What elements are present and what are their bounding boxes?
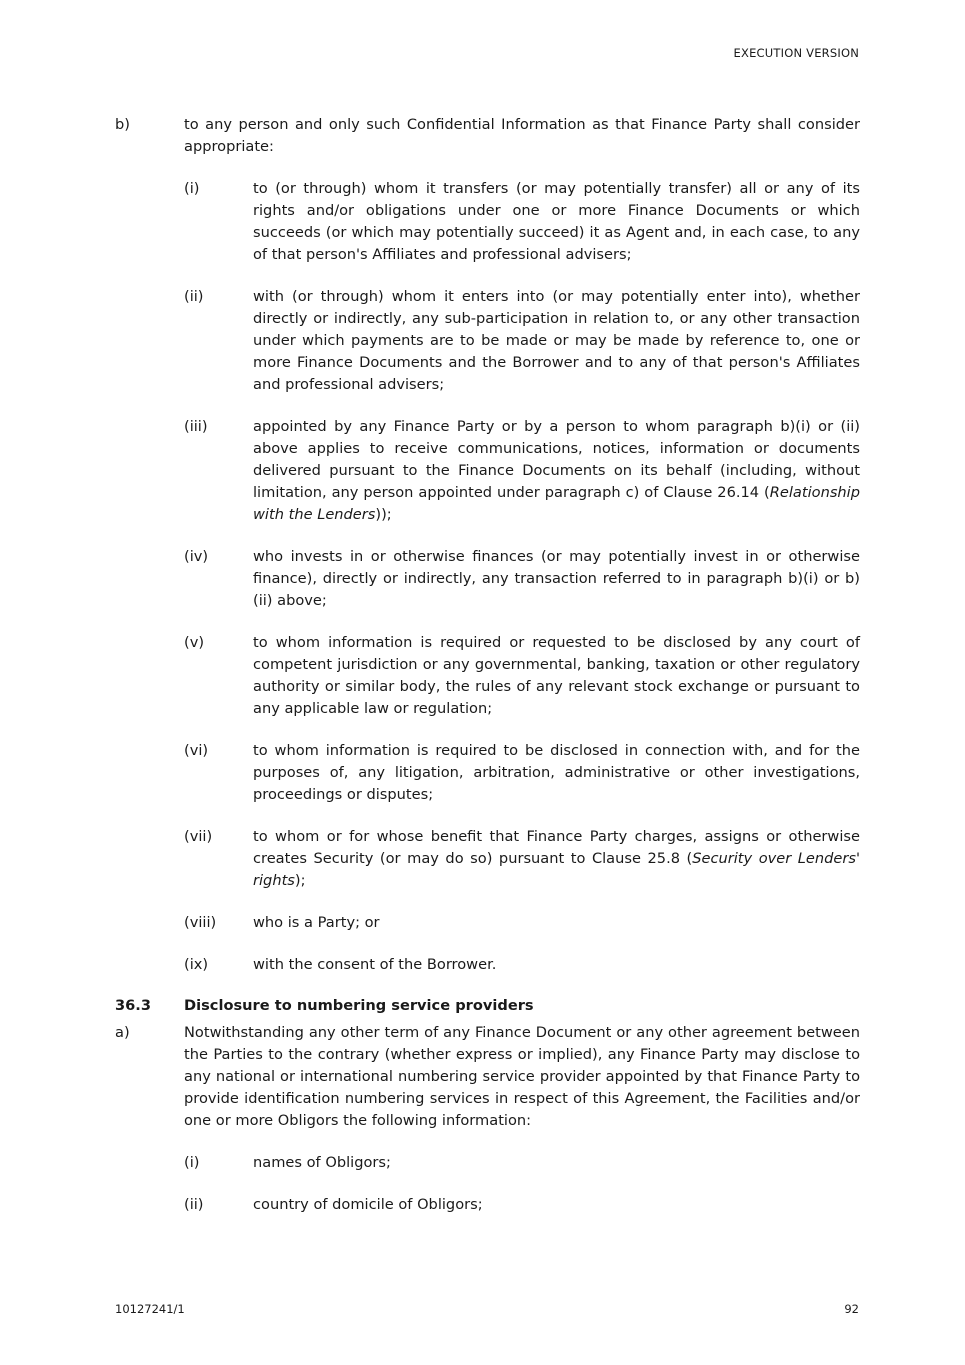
- list-item: [184, 954, 860, 976]
- list-item: [184, 632, 860, 720]
- list-item: [184, 546, 860, 612]
- item-label: (ii): [184, 1196, 204, 1213]
- item-text: to whom information is required to be disclosed in connection with, and for the purposes of, any litigation, arbitration, administrative or other investigations, proceedings or disputes;: [253, 742, 860, 803]
- item-text: country of domicile of Obligors;: [253, 1196, 483, 1213]
- paragraph-label: b): [115, 116, 130, 133]
- item-text-part: appointed by any Finance Party or by a person to whom paragraph b)(i) or (ii) above applies to receive communications, notices, information or documents delivered pursuant to the Finance Documents on its behalf (including, without limitation, any person appointed under paragraph c) of Clause 26.14 (: [253, 418, 860, 501]
- item-text-part: ));: [375, 506, 392, 523]
- section-number: 36.3: [115, 997, 152, 1014]
- clause-reference: Relationship with the Lenders: [253, 484, 860, 523]
- list-item: [184, 1152, 860, 1174]
- item-text: [253, 826, 860, 892]
- item-text: with the consent of the Borrower.: [253, 956, 497, 973]
- list-item: [184, 286, 860, 396]
- item-label: (viii): [184, 914, 217, 931]
- section-heading: [115, 995, 860, 1017]
- list-item: [184, 826, 860, 892]
- paragraph-text: to any person and only such Confidential Information as that Finance Party shall consider appropriate:: [184, 116, 860, 155]
- paragraph-label: a): [115, 1024, 130, 1041]
- page-number: 92: [844, 1302, 859, 1316]
- item-label: (i): [184, 180, 200, 197]
- item-label: (iii): [184, 418, 208, 435]
- item-text: names of Obligors;: [253, 1154, 391, 1171]
- list-item: [184, 178, 860, 266]
- item-text: with (or through) whom it enters into (or may potentially enter into), whether directly or indirectly, any sub-participation in relation to, or any other transaction under which payments are to be made or may be made by reference to, one or more Finance Documents and the Borrower and to any of that person's Affiliates and professional advisers;: [253, 288, 860, 393]
- section-title: Disclosure to numbering service providers: [184, 997, 534, 1014]
- item-label: (v): [184, 634, 205, 651]
- list-item: [184, 912, 860, 934]
- item-label: (iv): [184, 548, 209, 565]
- list-item: [184, 1194, 860, 1216]
- item-text: who invests in or otherwise finances (or may potentially invest in or otherwise finance), directly or indirectly, any transaction referred to in paragraph b)(i) or b)(ii) above;: [253, 548, 860, 609]
- item-text-part: to whom or for whose benefit that Finance Party charges, assigns or otherwise creates Security (or may do so) pursuant to Clause 25.8 (: [253, 828, 860, 867]
- paragraph-text: Notwithstanding any other term of any Finance Document or any other agreement between the Parties to the contrary (whether express or implied), any Finance Party may disclose to any national or international numbering service provider appointed by that Finance Party to provide identification numbering services in respect of this Agreement, the Facilities and/or one or more Obligors the following information:: [184, 1024, 860, 1129]
- list-item: [184, 416, 860, 526]
- item-text-part: );: [294, 872, 306, 889]
- item-text: who is a Party; or: [253, 914, 380, 931]
- item-text: to (or through) whom it transfers (or may potentially transfer) all or any of its rights and/or obligations under one or more Finance Documents or which succeeds (or which may potentially succeed) it as Agent and, in each case, to any of that person's Affiliates and professional advisers;: [253, 180, 860, 263]
- item-label: (ix): [184, 956, 209, 973]
- document-reference: 10127241/1: [115, 1302, 185, 1316]
- item-label: (vi): [184, 742, 209, 759]
- clause-reference: Security over Lenders' rights: [253, 850, 861, 889]
- list-item: [184, 740, 860, 806]
- header-version: EXECUTION VERSION: [733, 46, 859, 60]
- item-text: [253, 416, 860, 526]
- paragraph-b: [115, 114, 860, 158]
- document-body: [115, 114, 860, 1216]
- paragraph-a: [115, 1022, 860, 1132]
- item-label: (i): [184, 1154, 200, 1171]
- item-text: to whom information is required or requested to be disclosed by any court of competent jurisdiction or any governmental, banking, taxation or other regulatory authority or similar body, the rules of any relevant stock exchange or pursuant to any applicable law or regulation;: [253, 634, 860, 717]
- item-label: (ii): [184, 288, 204, 305]
- item-label: (vii): [184, 828, 213, 845]
